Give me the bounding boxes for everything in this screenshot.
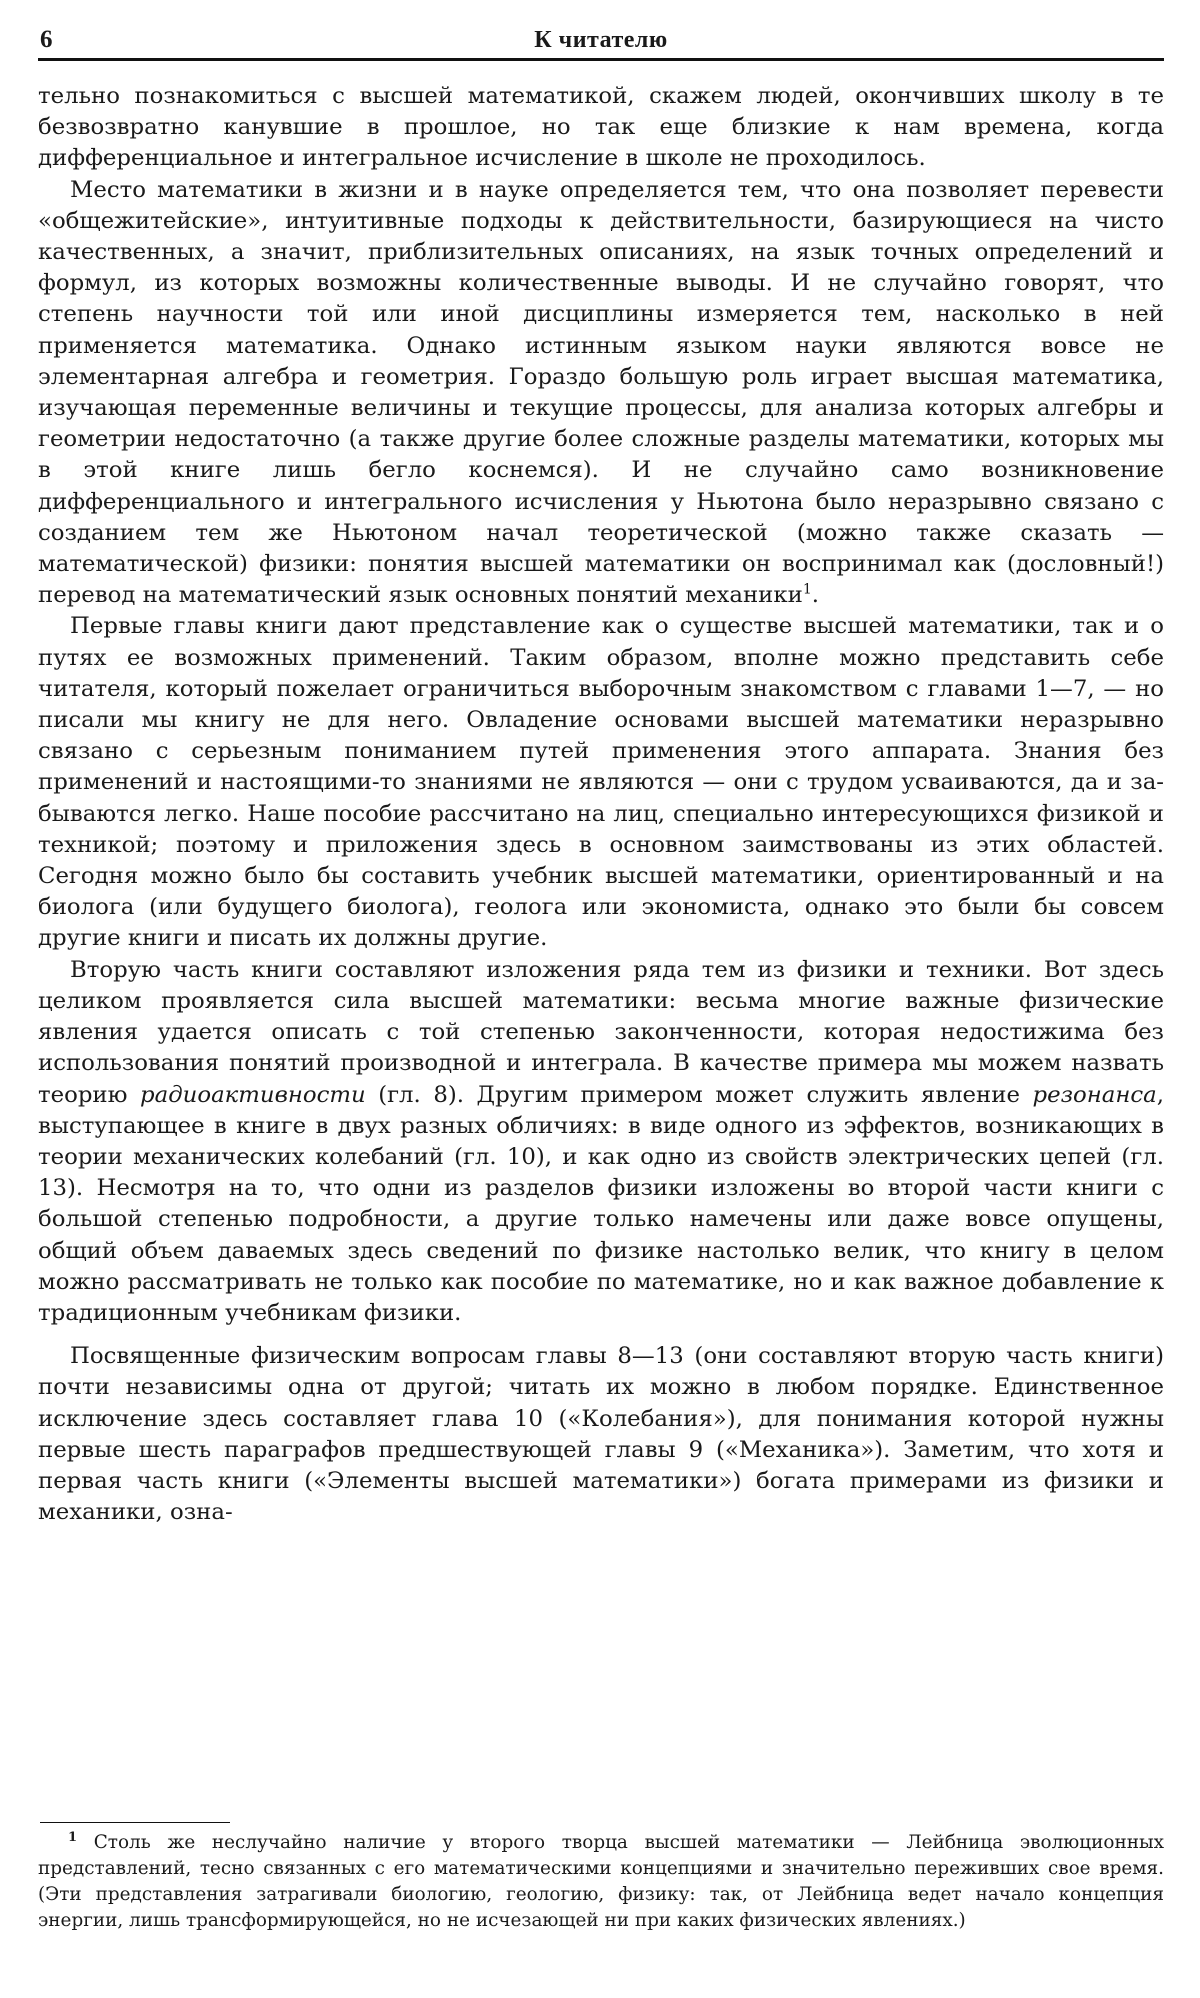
page-number: 6 [40,26,53,53]
paragraph-1 [38,81,1164,175]
paragraph-5 [38,1341,1164,1528]
emphasis-resonance: резонанса [1032,1081,1157,1108]
paragraph-4 [38,955,1164,1329]
paragraph-4-text-a: Вторую часть книги составляют изложения ряда тем из физики и техники. Вот здесь целиком проявляется сила высшей математики: весьма многие важные физические явления удается описать с той степенью законченности, которая недостижима без использования понятий производной и интеграла. В качестве примера мы можем назвать теорию [38,956,1164,1108]
paragraph-3 [38,611,1164,954]
footnote-divider [40,1822,230,1823]
emphasis-radioactivity: радиоактивности [140,1081,366,1108]
paragraph-2-end: . [811,582,819,609]
footnote-mark: 1 [68,1829,78,1845]
paragraph-2 [38,175,1164,612]
running-title: К читателю [534,27,668,53]
main-text [38,81,1164,1528]
paragraph-5-text: Посвященные физическим вопросам главы 8—13 (они составляют вторую часть книги) почти независимы одна от другой; читать их можно в любом порядке. Единственное исключение здесь составляет глава 10 («Колебания»), для понимания которой нужны первые шесть параграфов предшествующей главы 9 («Механика»). Заметим, что хотя и первая часть книги («Элементы высшей математики») богата примерами из физики и механики, озна- [38,1343,1164,1526]
footnote-text: Столь же неслучайно наличие у второго творца высшей математики — Лейбница эволюционных представлений, тесно связанных с его математическими концепциями и значительно переживших свое время. (Эти представления затрагивали биологию, геологию, физику: так, от Лейбница ведет начало концепция энергии, лишь трансформирующейся, но не исчезающей ни при каких физических явлениях.) [38,1832,1164,1931]
paragraph-1-text: тельно познакомиться с высшей математикой, скажем людей, окончивших школу в те безвозвратно канувшие в прошлое, но так еще близкие к нам времена, когда дифференциальное и интегральное исчисление в школе не проходилось. [38,83,1164,172]
paragraph-2-text: Место математики в жизни и в науке определяется тем, что она позволяет перевести «общежитейские», интуитивные подходы к действительности, базирующиеся на чисто качественных, а значит, приблизительных описаниях, на язык точных определений и формул, из которых возможны количественные выводы. И не случайно говорят, что степень научности той или иной дисциплины измеряется тем, насколько в ней применяется математика. Однако истинным языком науки являются вовсе не элементарная алгебра и геометрия. Гораздо большую роль играет высшая математика, изучающая переменные величины и текущие процессы, для анализа которых алгебры и геометрии недостаточно (а также другие более сложные разделы математики, которых мы в этой книге лишь бегло коснемся). И не случайно само возникновение дифференциального и интегрального исчисления у Ньютона было неразрывно связано с созданием тем же Ньютоном начал теоретической (можно также сказать — математической) физики: понятия высшей математики он воспринимал как (дословный!) перевод на математический язык основных понятий механики [38,176,1164,609]
paragraph-3-text: Первые главы книги дают представление как о существе высшей математики, так и о путях ее возможных применений. Таким образом, вполне можно представить себе читателя, который пожелает ограничиться выборочным знакомством с главами 1—7, — но писали мы книгу не для него. Овладение основами высшей математики неразрывно связано с серьезным пониманием путей применения этого аппарата. Знания без применений и настоящими-то знаниями не являются — они с трудом усваиваются, да и забываются легко. Наше пособие рассчитано на лиц, специально интересующихся физикой и техникой; поэтому и приложения здесь в основном заимствованы из этих областей. Сегодня можно было бы составить учебник высшей математики, ориентированный и на биолога (или будущего биолога), геолога или экономиста, однако это были бы совсем другие книги и писать их должны другие. [38,613,1164,952]
page-header [38,22,1164,61]
paragraph-4-text-c: , выступающее в книге в двух разных обличиях: в виде одного из эффектов, возникающих в теории механических колебаний (гл. 10), и как одно из свойств электрических цепей (гл. 13). Несмотря на то, что одни из разделов физики изложены во второй части книги с большой степенью подробности, а другие только намечены или даже вовсе опущены, общий объем даваемых здесь сведений по физике настолько велик, что книгу в целом можно рассматривать не только как пособие по математике, но и как важное добавление к традиционным учебникам физики. [38,1081,1164,1326]
footnote-reference: 1 [802,581,812,598]
paragraph-4-text-b: (гл. 8). Другим примером может служить явление [365,1081,1033,1108]
footnote [38,1830,1164,1934]
